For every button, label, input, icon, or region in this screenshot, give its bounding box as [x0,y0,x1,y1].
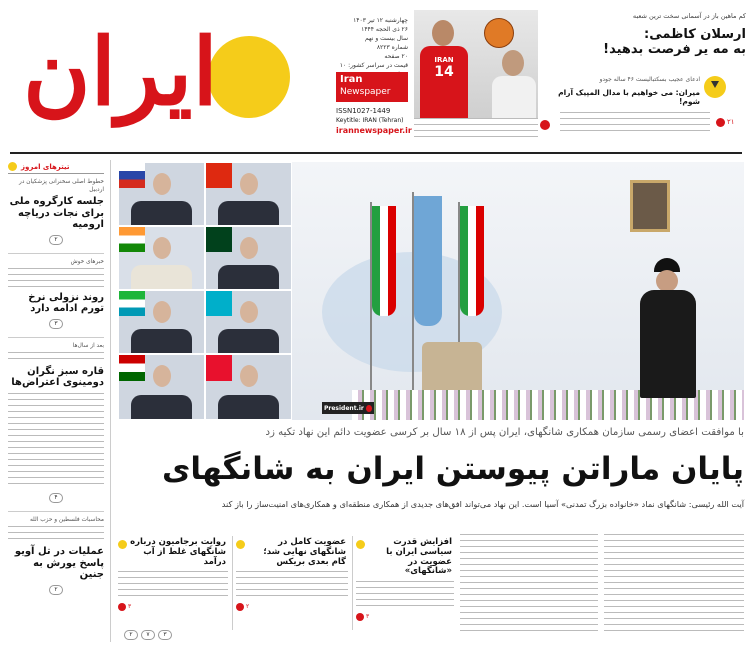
photo-credit: President.ir [322,402,374,414]
date-line: ۲۶ ذی الحجه ۱۴۴۴ [361,26,408,33]
body-column [604,534,744,632]
sidebar [8,160,104,640]
video-tile [205,226,292,290]
logo-yellow-circle [208,36,290,118]
player-jersey [420,46,468,118]
date-line: سال بیست و نهم [365,35,408,42]
header-story-sub: میران: می خواهیم با مدال المپیک آرام شوم! [558,88,700,106]
brand-line-1: Iran [340,74,363,85]
video-tile [118,354,205,420]
brand-line-2: Newspaper [340,87,391,97]
yellow-promo-box[interactable] [704,76,726,98]
header-middle-text [414,118,538,144]
video-tile [205,354,292,420]
sco-flag [414,196,442,326]
yellow-bullet-icon [236,540,245,549]
president-figure [632,258,704,398]
main-kicker: با موافقت اعضای رسمی سازمان همکاری شانگهای، ایران پس از ۱۸ سال بر کرسی عضویت دائم این نهاد تکیه زد [265,427,744,438]
story-title-line-1: ارسلان کاظمی: [644,27,746,42]
main-photo [118,162,744,420]
issue-info [336,16,408,79]
conference-stage [292,162,744,420]
wall-portrait [630,180,670,232]
masthead-logo [22,12,328,142]
sidebar-divider [110,160,111,642]
red-bullet-icon [118,603,126,611]
sidebar-item[interactable]: بعد از سال‌ها قاره سبز نگران دومینوی اعتراض‌ها ۴ [8,337,104,503]
page-ref: ۲۱ [727,118,735,126]
issn-block [336,106,414,137]
iran-flag [460,206,484,316]
sidebar-item[interactable]: خطوط اصلی سخنرانی پزشکیان در اردبیل جلسه کارگروه ملی برای نجات دریاچه ارومیه ۲ [9,179,104,243]
header-page-ref[interactable] [716,116,744,128]
body-column [460,534,598,632]
athlete-photo [414,10,538,118]
logo-text: ایران [22,18,218,126]
masthead [0,0,752,158]
jersey-number: 14 [434,64,454,80]
yellow-bullet-icon [356,540,365,549]
header-story-body [560,112,710,136]
website: irannewspaper.ir [336,126,412,135]
bottom-pager[interactable]: ۲ ۷ ۳ [124,630,172,640]
video-grid [118,162,292,420]
video-tile [118,226,205,290]
date-line: شماره ۸۲۲۳ [376,44,408,51]
iran-flag [372,206,396,316]
date-line: قیمت در سراسر کشور: ۱۰ [339,62,408,69]
jersey-team: IRAN [434,56,454,64]
yellow-bullet-icon [118,540,127,549]
header-tagline: کم ماهین باز در آسمانی سخت ترین شعبه [632,12,746,20]
video-tile [205,290,292,354]
date-line: چهارشنبه ۱۲ تیر ۱۴۰۳ [353,17,408,24]
related-box[interactable]: عضویت کامل در شانگهای نهایی شد؛ گام بعدی بریکس ۲ [236,538,348,628]
header-story-title [560,28,746,58]
related-box[interactable]: روایت برجامیون درباره شانگهای غلط از آب درآمد ۳ [118,538,228,628]
red-dot-arrow [540,120,550,130]
video-tile [118,162,205,226]
date-line: ۲۰ صفحه [384,53,408,60]
yellow-bullet-icon [8,162,17,171]
header-story-kicker: ادعای عجیب بسکتبالیست ۴۶ ساله جودو [599,76,700,83]
issn: ISSN1027-1449 [336,107,391,115]
masthead-divider [10,152,742,154]
video-tile [205,162,292,226]
chevron-down-icon [711,81,719,88]
main-headline[interactable]: پایان ماراتن پیوستن ایران به شانگهای [162,451,744,487]
sidebar-section-label: تیترهای امروز [8,160,104,174]
camera-icon [366,405,372,412]
red-bullet-icon [356,613,364,621]
video-tile [118,290,205,354]
sidebar-pager: ۲ [8,235,104,245]
red-bullet-icon [716,118,725,127]
main-lead: آیت الله رئیسی: شانگهای نماد «خانواده بزرگ تمدنی» آسیا است. این نهاد می‌تواند افق‌های جدیدی از همکاری منطقه‌ای و همکاری‌های امنیت‌ساز را باز کند [221,499,744,509]
story-title-line-2: به مه یر فرصت بدهید! [603,41,746,57]
sidebar-item[interactable]: خبرهای خوش روند نزولی نرخ تورم ادامه دارد ۳ [8,253,104,329]
chair [422,342,482,394]
brand-box [336,72,408,102]
basketball [484,18,514,48]
sidebar-item[interactable]: محاسبات فلسطین و حزب الله عملیات در تل آویو پاسخ یورش به جنین ۲ [8,511,104,595]
keytitle: Keytitle: IRAN (Tehran) [336,117,404,124]
related-box[interactable]: افزایش قدرت سیاسی ایران با عضویت در «شانگهای» ۳ [356,538,454,628]
red-bullet-icon [236,603,244,611]
